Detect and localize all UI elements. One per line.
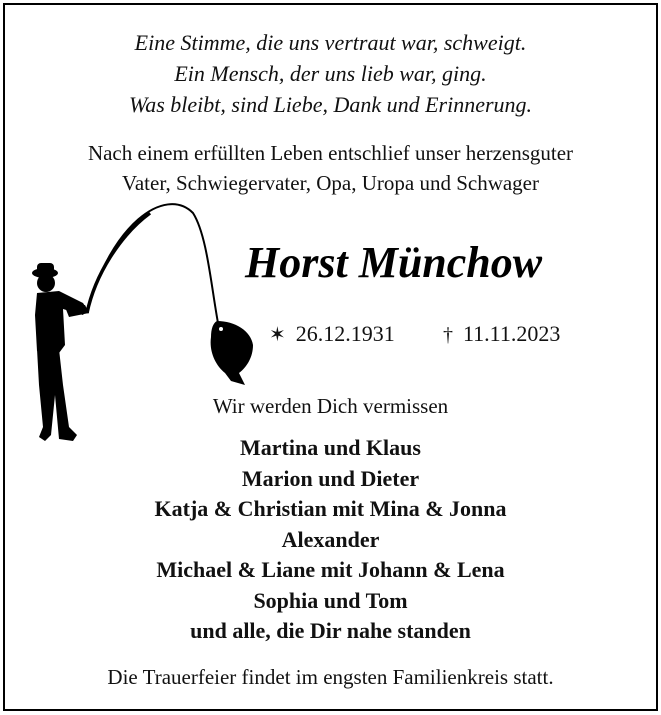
family-line: und alle, die Dir nahe standen xyxy=(190,618,471,643)
poem-line: Was bleibt, sind Liebe, Dank und Erinnerung. xyxy=(128,92,533,117)
family-list xyxy=(5,433,656,647)
death-date-value: 11.11.2023 xyxy=(463,321,561,346)
poem xyxy=(5,27,656,120)
family-line: Katja & Christian mit Mina & Jonna xyxy=(154,496,507,521)
intro-line: Vater, Schwiegervater, Opa, Uropa und Schwager xyxy=(122,171,539,195)
family-line: Alexander xyxy=(281,526,380,552)
family-line: Marion und Dieter xyxy=(241,465,420,491)
family-line: Sophia und Tom xyxy=(253,587,408,613)
birth-date xyxy=(269,321,395,347)
footer-note: Die Trauerfeier findet im engsten Familienkreis statt. xyxy=(107,665,554,689)
birth-date-value: 26.12.1931 xyxy=(295,321,395,346)
fisherman-silhouette-icon xyxy=(25,195,275,465)
obituary-frame xyxy=(3,3,658,711)
death-date xyxy=(443,321,560,347)
family-line: Michael & Liane mit Johann & Lena xyxy=(156,557,505,582)
poem-line: Eine Stimme, die uns vertraut war, schweigt. xyxy=(134,30,527,55)
miss-text: Wir werden Dich vermissen xyxy=(212,394,449,418)
poem-line: Ein Mensch, der uns lieb war, ging. xyxy=(174,61,487,86)
family-line: Martina und Klaus xyxy=(240,435,421,460)
intro-line: Nach einem erfüllten Leben entschlief unser herzensguter xyxy=(87,141,574,165)
star-icon: ✶ xyxy=(269,324,286,346)
cross-icon: † xyxy=(443,324,453,346)
intro xyxy=(5,138,656,198)
deceased-name: Horst Münchow xyxy=(245,238,543,287)
